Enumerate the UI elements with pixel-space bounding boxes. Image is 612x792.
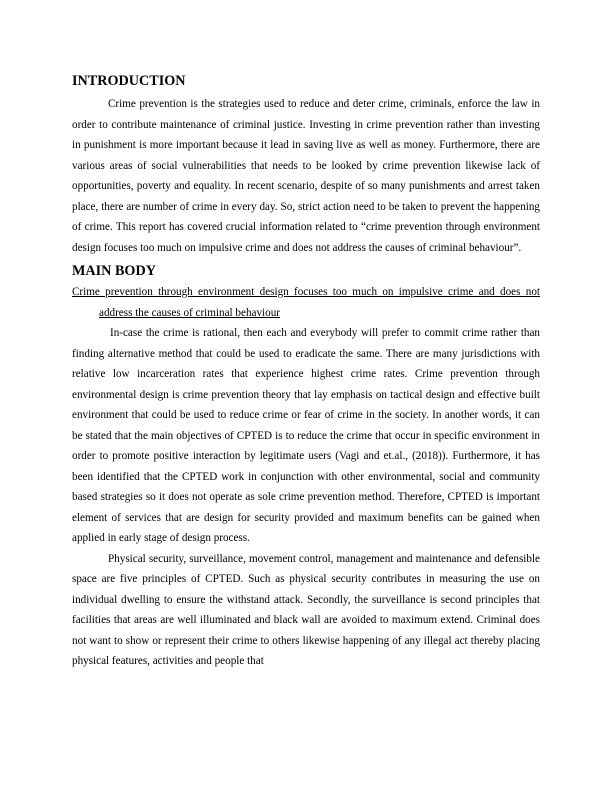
introduction-heading: INTRODUCTION — [72, 73, 186, 89]
introduction-paragraph: Crime prevention is the strategies used to reduce and deter crime, criminals, enforce the law in order to contribute maintenance of criminal justice. Investing in crime prevention rather than investing in punishment is more important because it lead in saving live as well as money. Furthermore, there are various areas of social vulnerabilities that needs to be looked by crime prevention likewise lack of opportunities, poverty and equality. In recent scenario, despite of so many punishments and arrest taken place, there are number of crime in every day. So, strict action need to be taken to prevent the happening of crime. This report has covered crucial information related to “crime prevention through environment design focuses too much on impulsive crime and does not address the causes of criminal behaviour”. — [72, 98, 540, 254]
page-content — [72, 71, 540, 672]
main-body-subheading: Crime prevention through environment design focuses too much on impulsive crime and does not address the causes of criminal behaviour — [72, 286, 540, 319]
body-paragraph-2: Physical security, surveillance, movement control, management and maintenance and defensible space are five principles of CPTED. Such as physical security contributes in measuring the use on individual dwelling to ensure the withstand attack. Secondly, the surveillance is second principles that facilities that areas are well illuminated and black wall are avoided to maximum extend. Criminal does not want to show or represent their crime to others likewise happening of any illegal act thereby placing physical features, activities and people that — [72, 552, 540, 667]
main-body-heading: MAIN BODY — [72, 263, 156, 279]
body-paragraph-1: In-case the crime is rational, then each and everybody will prefer to commit crime rather than finding alternative method that could be used to eradicate the same. There are many jurisdictions with relative low incarceration rates that experience highest crime rates. Crime prevention through environmental design is crime prevention theory that lay emphasis on tactical design and effective built environment that could be used to reduce crime or fear of crime in the society. In another words, it can be stated that the main objectives of CPTED is to reduce the crime that occur in specific environment in order to promote positive interaction by legitimate users (Vagi and et.al., (2018)). Furthermore, it has been identified that the CPTED work in conjunction with other environmental, social and community based strategies so it does not operate as sole crime prevention method. Therefore, CPTED is important element of services that are design for security provided and maximum benefits can be gained when applied in early stage of design process. — [72, 327, 540, 544]
